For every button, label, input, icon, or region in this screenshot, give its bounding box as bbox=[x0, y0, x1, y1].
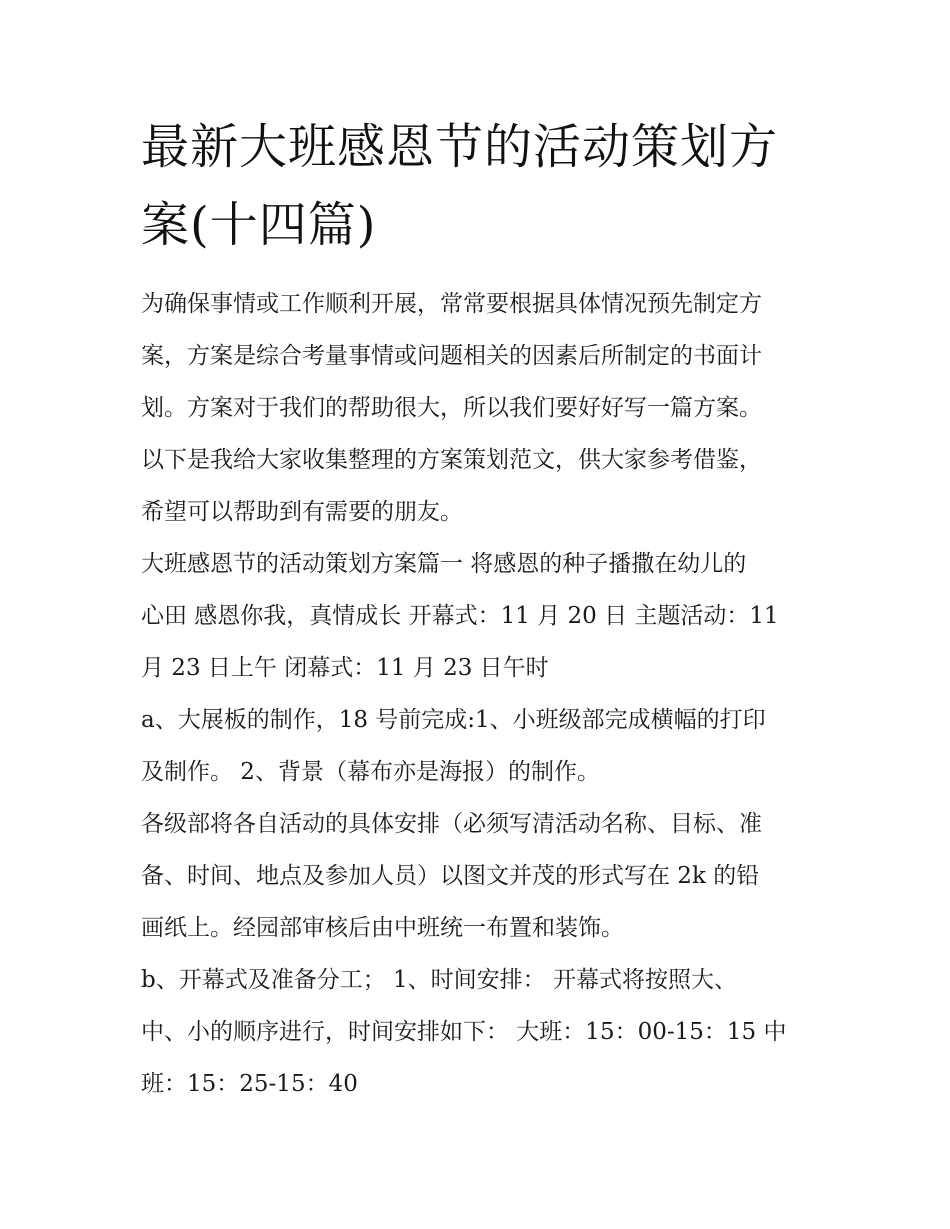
text-line: 及制作。 2、背景（幕布亦是海报）的制作。 bbox=[141, 759, 600, 785]
board-making-paragraph bbox=[141, 694, 821, 798]
text-line: 月 23 日上午 闭幕式：11 月 23 日午时 bbox=[141, 655, 549, 681]
text-line: 画纸上。经园部审核后由中班统一布置和装饰。 bbox=[141, 915, 624, 941]
arrangement-paragraph bbox=[141, 798, 821, 954]
text-line: a、大展板的制作，18 号前完成:1、小班级部完成横幅的打印 bbox=[141, 707, 766, 733]
opening-schedule-paragraph bbox=[141, 954, 821, 1110]
intro-paragraph bbox=[141, 278, 821, 538]
plan-overview-paragraph bbox=[141, 538, 821, 694]
text-line: 划。方案对于我们的帮助很大，所以我们要好好写一篇方案。 bbox=[141, 395, 762, 421]
text-line: 希望可以帮助到有需要的朋友。 bbox=[141, 499, 463, 525]
text-line: 各级部将各自活动的具体安排（必须写清活动名称、目标、准 bbox=[141, 811, 762, 837]
title-line: 最新大班感恩节的活动策划方 bbox=[141, 119, 779, 175]
text-line: 以下是我给大家收集整理的方案策划范文，供大家参考借鉴， bbox=[141, 447, 762, 473]
text-line: 班：15：25-15：40 bbox=[141, 1071, 358, 1097]
text-line: 中、小的顺序进行，时间安排如下： 大班：15：00-15：15 中 bbox=[141, 1019, 787, 1045]
text-line: 备、时间、地点及参加人员）以图文并茂的形式写在 2k 的铅 bbox=[141, 863, 760, 889]
text-line: 大班感恩节的活动策划方案篇一 将感恩的种子播撒在幼儿的 bbox=[141, 551, 747, 577]
document-title bbox=[141, 108, 821, 264]
title-line: 案(十四篇) bbox=[141, 197, 377, 253]
text-line: 为确保事情或工作顺利开展，常常要根据具体情况预先制定方 bbox=[141, 291, 762, 317]
document-page bbox=[141, 108, 821, 1110]
text-line: b、开幕式及准备分工； 1、时间安排： 开幕式将按照大、 bbox=[141, 967, 737, 993]
text-line: 心田 感恩你我，真情成长 开幕式：11 月 20 日 主题活动：11 bbox=[141, 603, 779, 629]
text-line: 案，方案是综合考量事情或问题相关的因素后所制定的书面计 bbox=[141, 343, 762, 369]
